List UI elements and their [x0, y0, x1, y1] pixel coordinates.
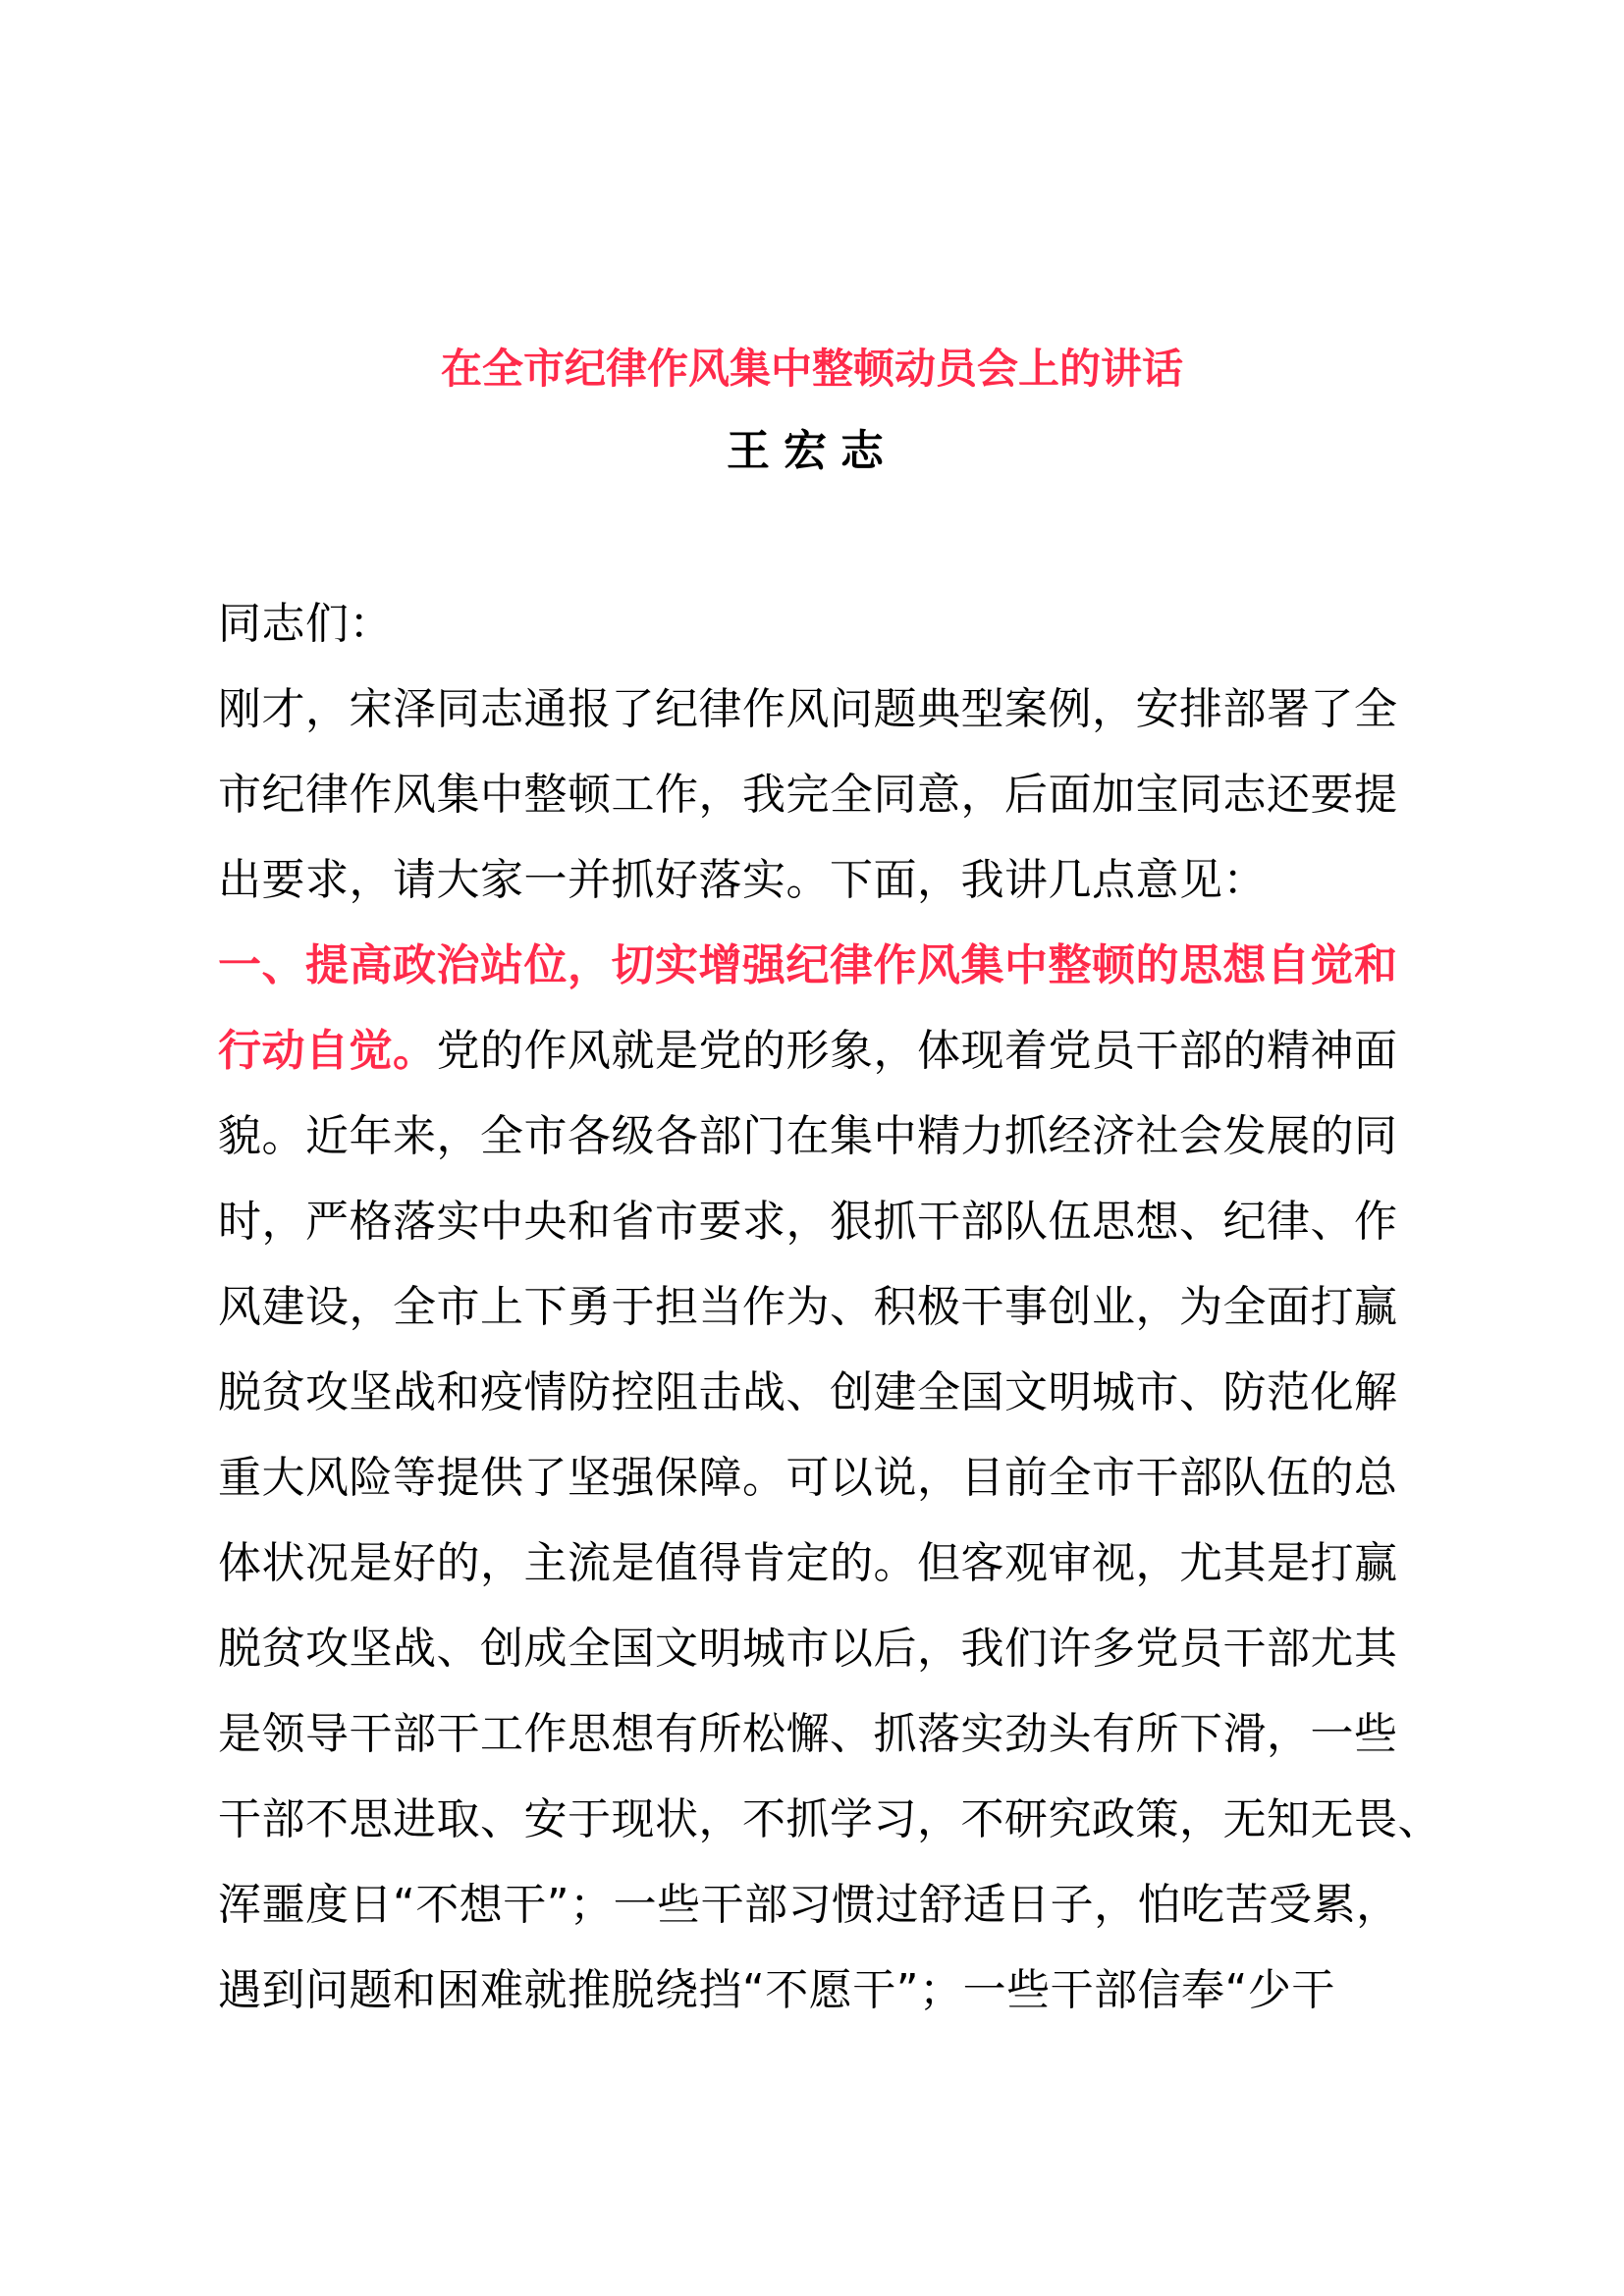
- text-line: [218, 1961, 1416, 2047]
- section-heading: 行动自觉。: [218, 1026, 437, 1076]
- document-title: 在全市纪律作风集中整顿动员会上的讲话: [440, 345, 1183, 393]
- text-line: [218, 936, 1416, 1022]
- paragraph-text: 干部不思进取、安于现状，不抓学习，不研究政策，无知无畏、: [218, 1794, 1441, 1844]
- text-line: [218, 1449, 1416, 1534]
- text-line: [218, 1363, 1416, 1449]
- text-line: [218, 1534, 1416, 1620]
- text-line: [218, 1790, 1441, 1876]
- text-line: [218, 1107, 1416, 1193]
- paragraph-text: 刚才，宋泽同志通报了纪律作风问题典型案例，安排部署了全: [218, 684, 1398, 734]
- paragraph-text: 脱贫攻坚战和疫情防控阻击战、创建全国文明城市、防范化解: [218, 1367, 1398, 1417]
- paragraph-text: 浑噩度日“不想干”；一些干部习惯过舒适日子，怕吃苦受累，: [218, 1880, 1400, 1930]
- paragraph-text: 脱贫攻坚战、创成全国文明城市以后，我们许多党员干部尤其: [218, 1624, 1398, 1674]
- text-line: [218, 1022, 1416, 1107]
- text-line: [218, 766, 1416, 851]
- document-body: [218, 595, 1441, 2047]
- author-name: 王宏志: [727, 426, 897, 476]
- text-line: [218, 1705, 1416, 1790]
- paragraph-text: 风建设，全市上下勇于担当作为、积极干事创业，为全面打赢: [218, 1282, 1398, 1332]
- text-line: [218, 1193, 1416, 1278]
- paragraph-text: 是领导干部干工作思想有所松懈、抓落实劲头有所下滑，一些: [218, 1709, 1398, 1759]
- paragraph-text: 体状况是好的，主流是值得肯定的。但客观审视，尤其是打赢: [218, 1538, 1398, 1588]
- paragraph-text: 出要求，请大家一并抓好落实。下面，我讲几点意见：: [218, 855, 1267, 905]
- paragraph-text: 重大风险等提供了坚强保障。可以说，目前全市干部队伍的总: [218, 1453, 1398, 1503]
- paragraph-text: 貌。近年来，全市各级各部门在集中精力抓经济社会发展的同: [218, 1111, 1398, 1161]
- text-line: [218, 680, 1416, 766]
- text-line: [218, 1620, 1416, 1705]
- paragraph-text: 党的作风就是党的形象，体现着党员干部的精神面: [436, 1026, 1398, 1076]
- text-line: [218, 1278, 1416, 1363]
- text-line: [218, 595, 1416, 680]
- paragraph-text: 遇到问题和困难就推脱绕挡“不愿干”；一些干部信奉“少干: [218, 1965, 1335, 2015]
- text-line: [218, 1876, 1416, 1961]
- paragraph-text: 同志们：: [218, 599, 393, 649]
- section-heading: 一、提高政治站位，切实增强纪律作风集中整顿的思想自觉和: [218, 940, 1398, 990]
- paragraph-text: 市纪律作风集中整顿工作，我完全同意，后面加宝同志还要提: [218, 770, 1398, 820]
- text-line: [218, 851, 1416, 936]
- paragraph-text: 时，严格落实中央和省市要求，狠抓干部队伍思想、纪律、作: [218, 1197, 1398, 1247]
